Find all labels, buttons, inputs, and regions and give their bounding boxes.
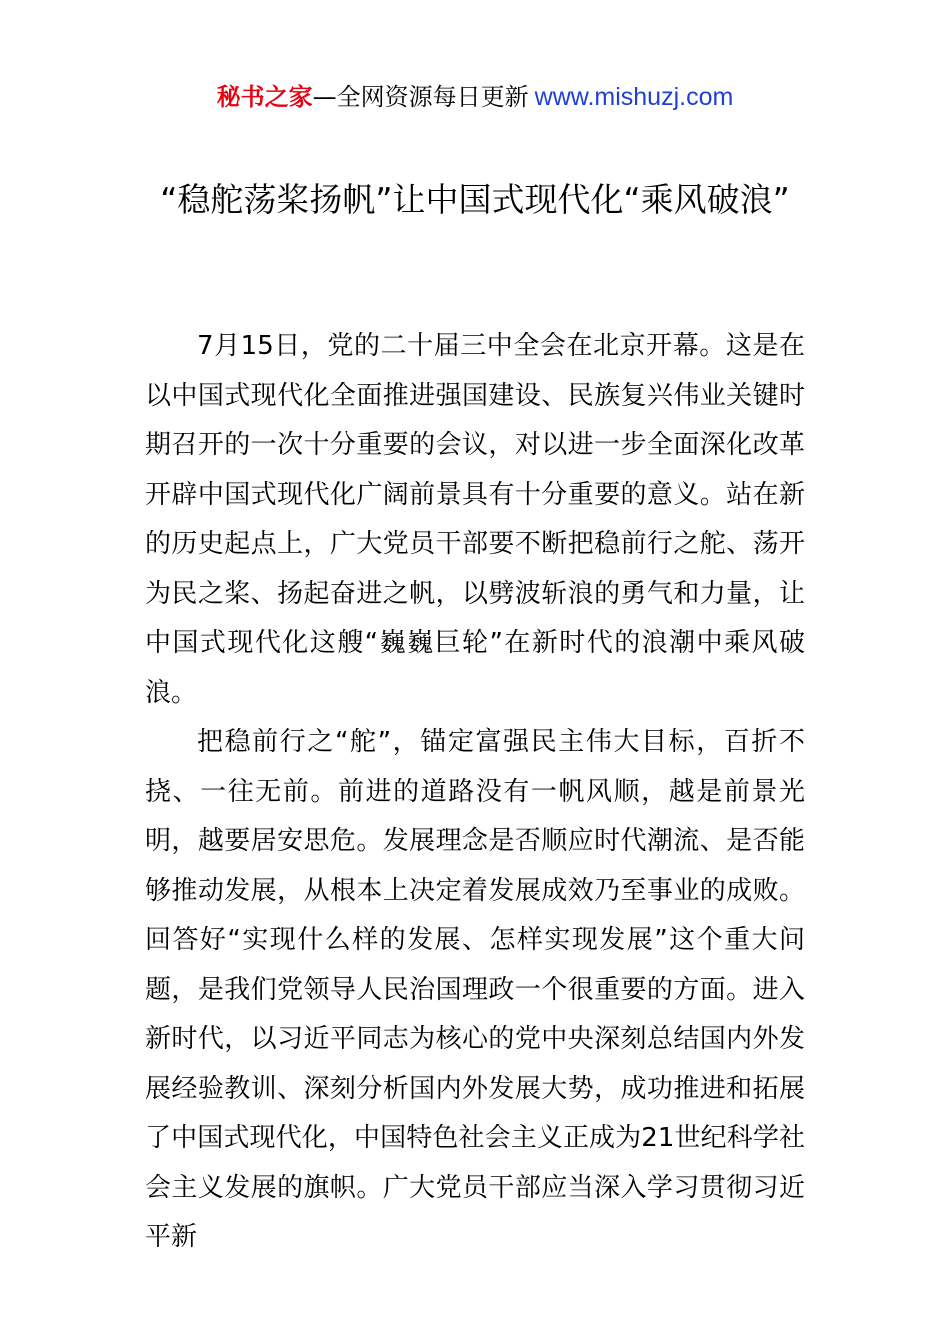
brand-name: 秘书之家 <box>216 83 313 111</box>
document-body <box>145 322 805 1263</box>
site-url[interactable]: www.mishuzj.com <box>534 83 734 111</box>
paragraph-2: 把稳前行之“舵”，锚定富强民主伟大目标，百折不挠、一往无前。前进的道路没有一帆风顺，越是前景光明，越要居安思危。发展理念是否顺应时代潮流、是否能够推动发展，从根本上决定着发展成效乃至事业的成败。回答好“实现什么样的发展、怎样实现发展”这个重大问题，是我们党领导人民治国理政一个很重要的方面。进入新时代，以习近平同志为核心的党中央深刻总结国内外发展经验教训、深刻分析国内外发展大势，成功推进和拓展了中国式现代化，中国特色社会主义正成为21世纪科学社会主义发展的旗帜。广大党员干部应当深入学习贯彻习近平新 <box>145 727 805 1252</box>
header-tagline: —全网资源每日更新 <box>312 83 529 111</box>
paragraph-1: 7月15日，党的二十届三中全会在北京开幕。这是在以中国式现代化全面推进强国建设、民族复兴伟业关键时期召开的一次十分重要的会议，对以进一步全面深化改革开辟中国式现代化广阔前景具有十分重要的意义。站在新的历史起点上，广大党员干部要不断把稳前行之舵、荡开为民之桨、扬起奋进之帆，以劈波斩浪的勇气和力量，让中国式现代化这艘“巍巍巨轮”在新时代的浪潮中乘风破浪。 <box>145 331 805 708</box>
site-header <box>0 80 950 114</box>
document-title: “稳舵荡桨扬帆”让中国式现代化“乘风破浪” <box>160 180 790 219</box>
